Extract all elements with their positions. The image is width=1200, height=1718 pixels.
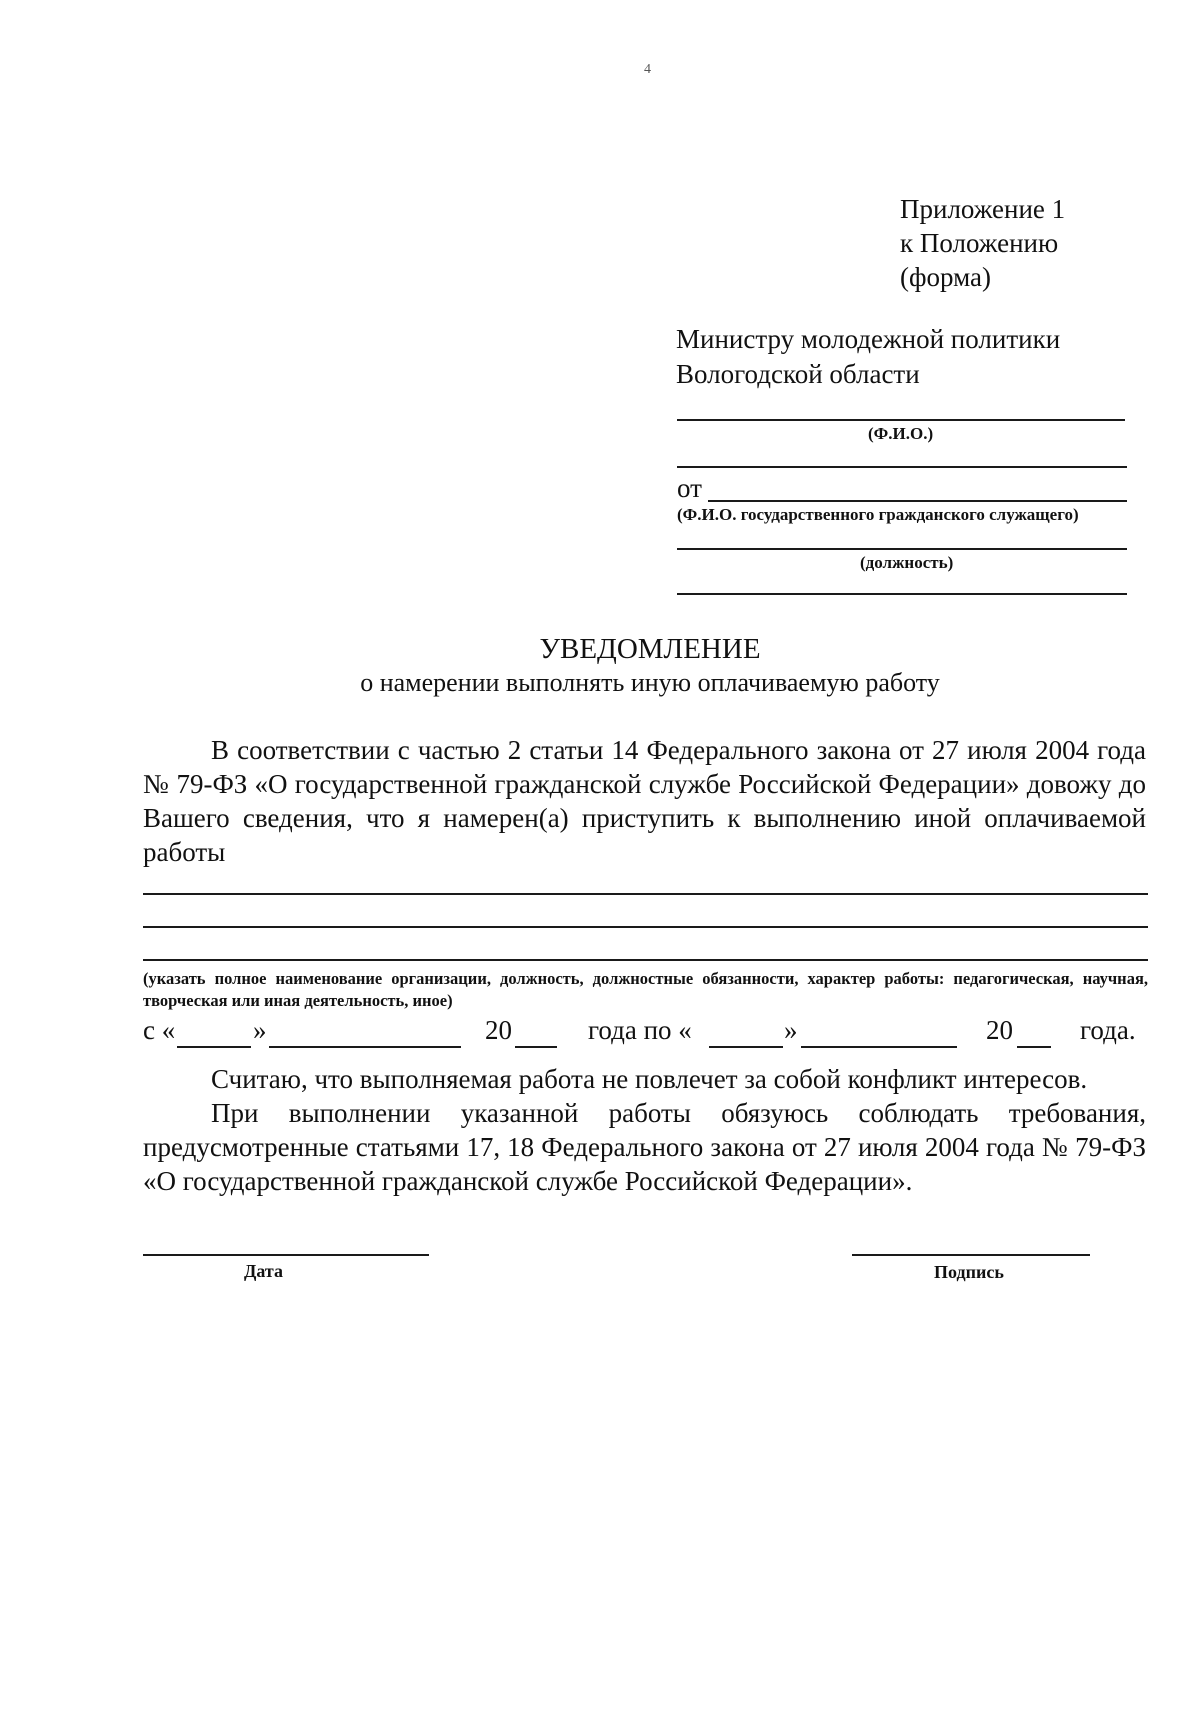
year-prefix-2: 20 — [986, 1015, 1013, 1045]
details-line-2[interactable] — [143, 926, 1148, 928]
details-line-1[interactable] — [143, 893, 1148, 895]
document-subtitle: о намерении выполнять иную оплачиваемую работу — [360, 668, 940, 697]
quote-close-1: » — [253, 1015, 267, 1045]
dates-suffix: года. — [1080, 1015, 1136, 1045]
details-hint: (указать полное наименование организации, должность, должностные обязанности, характер работы: педагогическая, научная, творческая или иная деятельность, иное) — [143, 969, 1148, 1010]
year-prefix-1: 20 — [485, 1015, 512, 1045]
paragraph-3-text: При выполнении указанной работы обязуюсь соблюдать требования, предусмотренные статьями 17, 18 Федерального закона от 27 июля 2004 года № 79-ФЗ «О государственной гражданской службе Российской Федерации». — [143, 1098, 1146, 1196]
date-label: Дата — [244, 1261, 283, 1281]
extra-line[interactable] — [677, 466, 1127, 468]
from-prefix: с « — [143, 1015, 176, 1045]
appendix-line-1: Приложение 1 — [900, 194, 1066, 224]
end-year-field[interactable] — [1017, 1046, 1051, 1048]
addressee-block — [676, 322, 1060, 392]
addressee-line-2: Вологодской области — [676, 359, 920, 389]
dates-middle: года по « — [588, 1015, 692, 1045]
signature-label: Подпись — [934, 1262, 1004, 1282]
position-line[interactable] — [677, 548, 1127, 550]
start-year-field[interactable] — [515, 1046, 557, 1048]
end-month-field[interactable] — [801, 1046, 957, 1048]
servant-fio-line[interactable] — [708, 500, 1127, 502]
document-title: УВЕДОМЛЕНИЕ — [539, 633, 761, 665]
signature-line[interactable] — [852, 1254, 1090, 1256]
paragraph-1-text: В соответствии с частью 2 статьи 14 Федерального закона от 27 июля 2004 года № 79-ФЗ «О государственной гражданской службе Российской Федерации» довожу до Вашего сведения, что я намерен(а) приступить к выполнению иной оплачиваемой работы — [143, 735, 1146, 867]
minister-fio-line[interactable] — [677, 419, 1125, 421]
details-line-3[interactable] — [143, 959, 1148, 961]
fio-caption: (Ф.И.О.) — [868, 424, 934, 443]
from-label: от — [677, 473, 702, 503]
servant-caption: (Ф.И.О. государственного гражданского служащего) — [677, 505, 1079, 524]
page-mark: 4 — [644, 62, 651, 77]
paragraph-1 — [143, 733, 1146, 869]
start-month-field[interactable] — [269, 1046, 461, 1048]
start-day-field[interactable] — [177, 1046, 251, 1048]
quote-close-2: » — [784, 1015, 798, 1045]
appendix-line-3: (форма) — [900, 262, 991, 292]
date-signature-line[interactable] — [143, 1254, 429, 1256]
appendix-line-2: к Положению — [900, 228, 1059, 258]
end-day-field[interactable] — [709, 1046, 783, 1048]
position-caption: (должность) — [860, 553, 954, 572]
paragraph-2 — [143, 1062, 1146, 1096]
position-line-2[interactable] — [677, 593, 1127, 595]
paragraph-2-text: Считаю, что выполняемая работа не повлечет за собой конфликт интересов. — [211, 1064, 1088, 1094]
addressee-line-1: Министру молодежной политики — [676, 324, 1061, 354]
appendix-block — [900, 192, 1065, 294]
paragraph-3 — [143, 1096, 1146, 1198]
